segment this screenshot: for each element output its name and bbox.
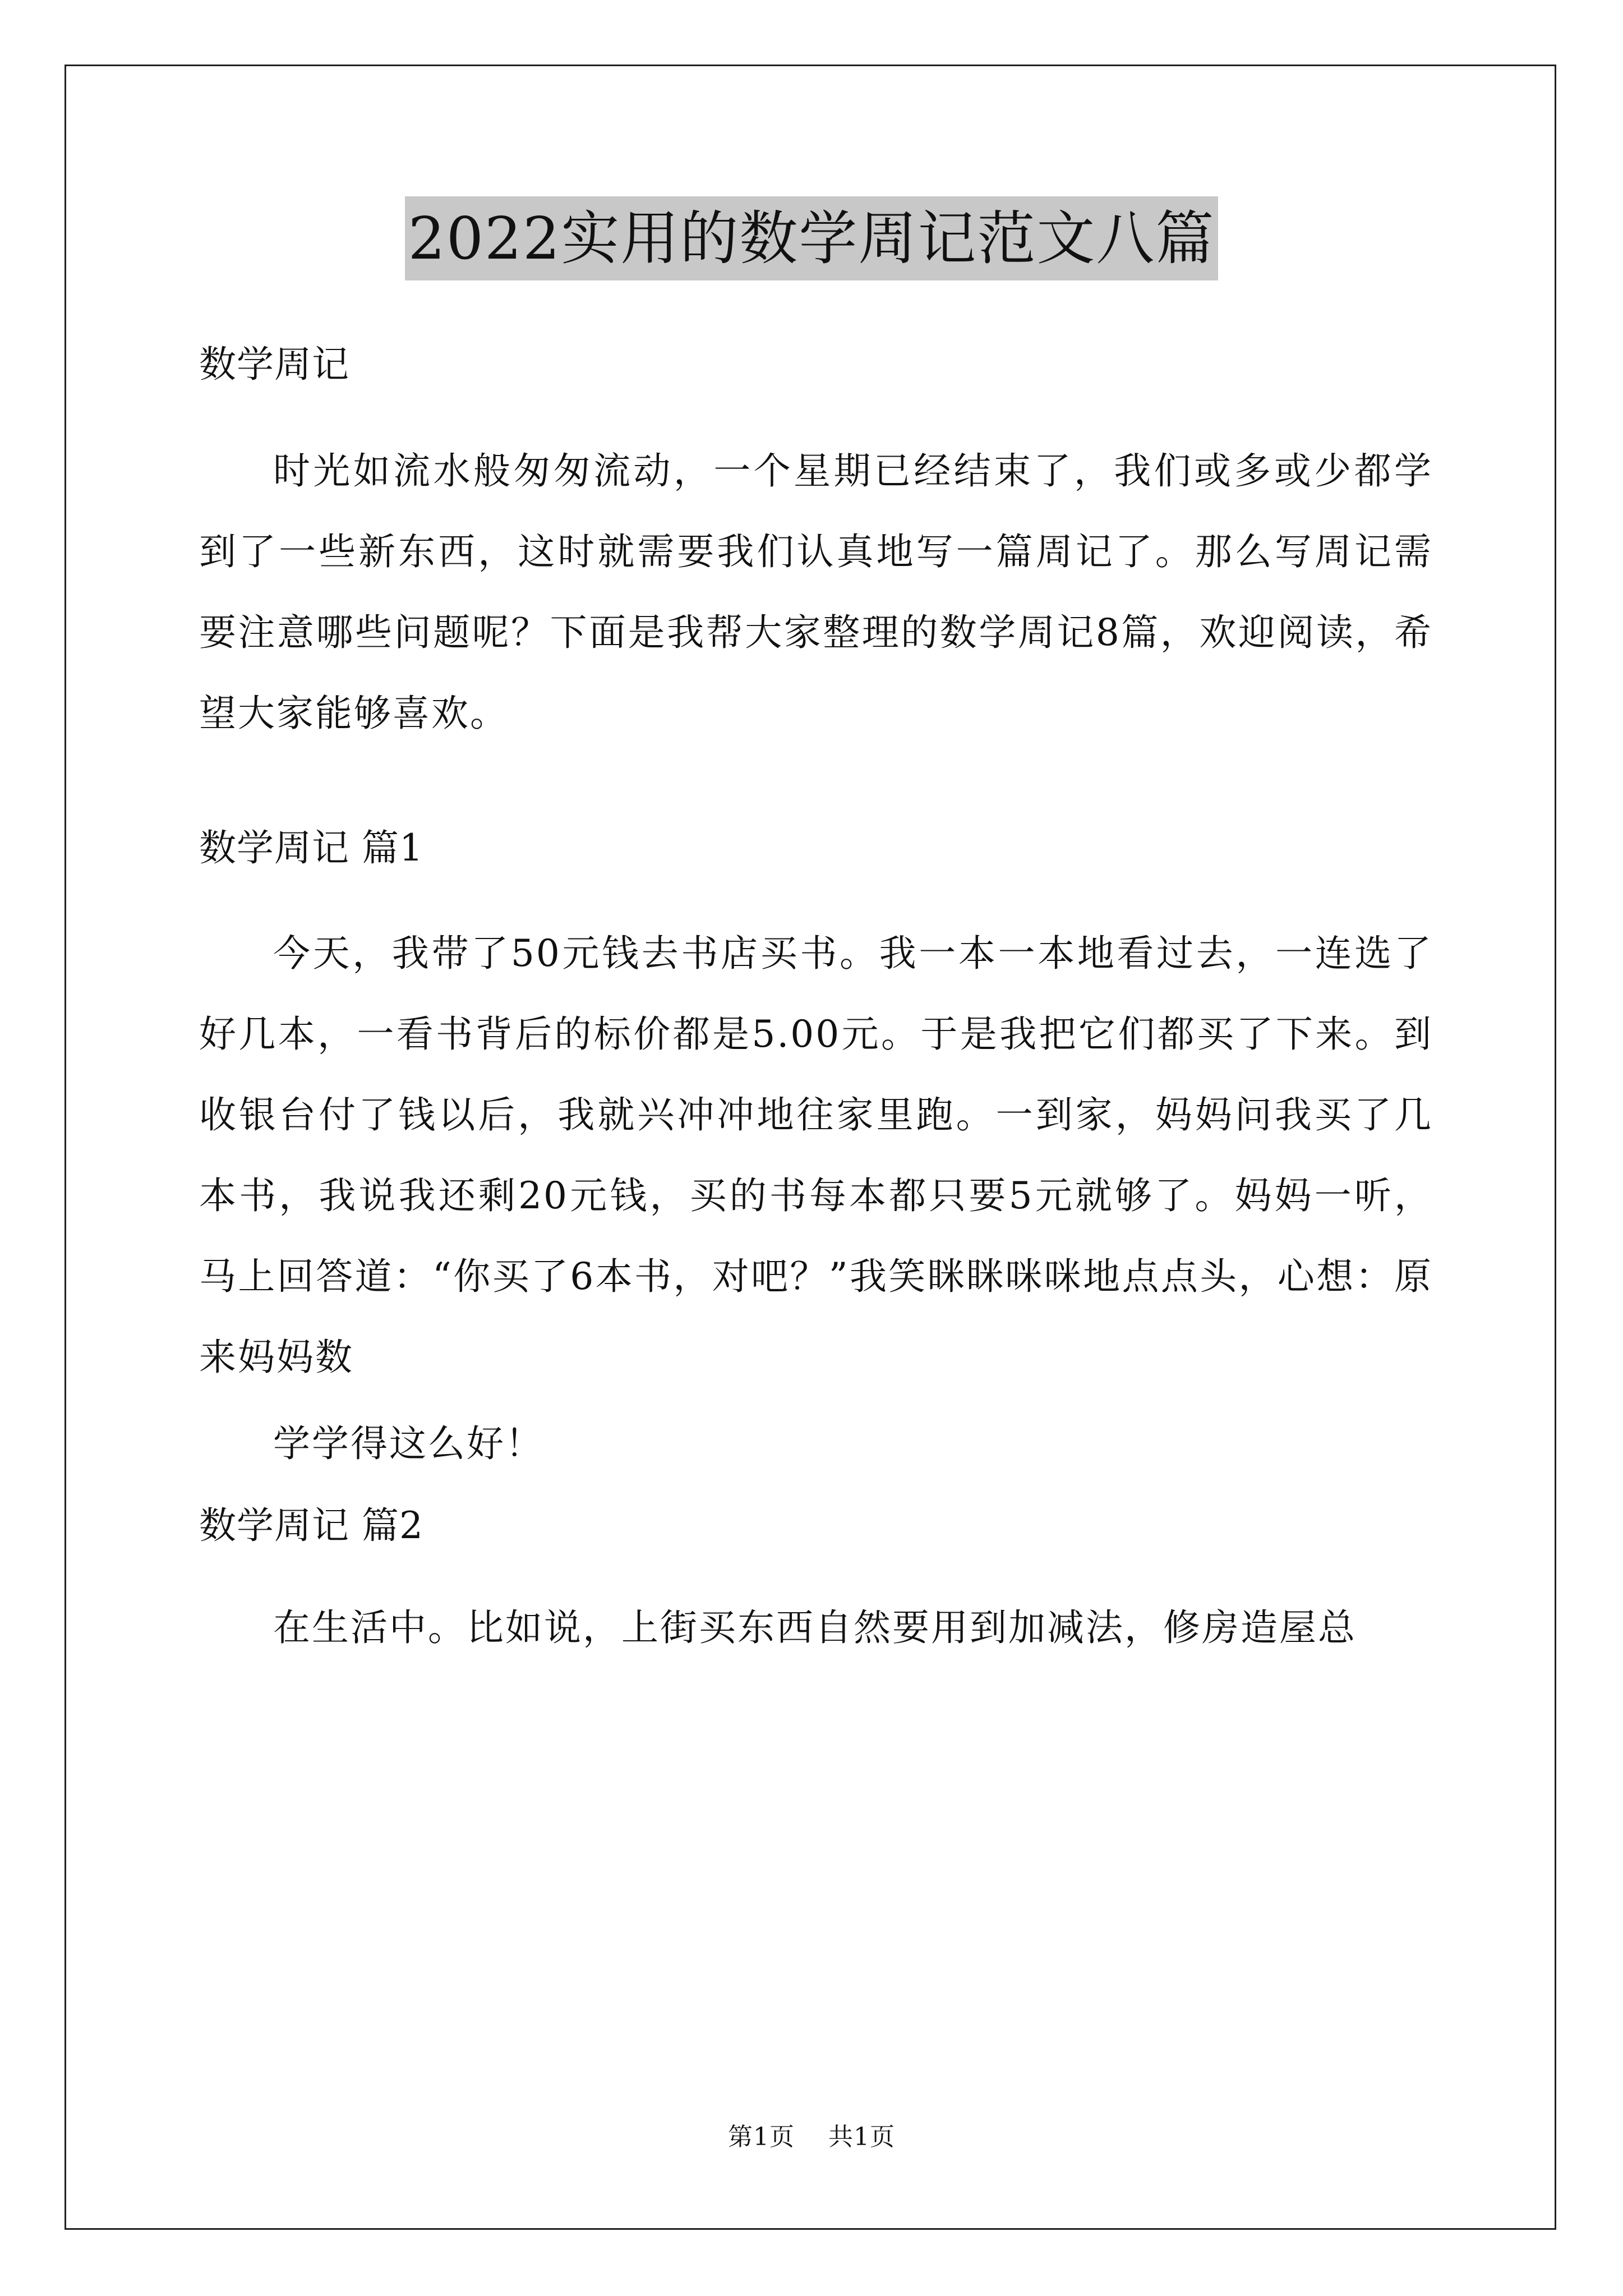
section-2-paragraph-1: 在生活中。比如说，上街买东西自然要用到加减法，修房造屋总: [273, 1606, 1357, 1649]
page-number-total: 共1页: [828, 2123, 895, 2151]
page-footer: [0, 2120, 1623, 2154]
document-title: 2022实用的数学周记范文八篇: [405, 196, 1219, 280]
intro-heading: 数学周记: [199, 343, 349, 386]
section-1-paragraph-2: 学学得这么好！: [273, 1422, 544, 1465]
page-number-current: 第1页: [728, 2123, 795, 2151]
document-body: [199, 337, 1433, 1668]
section-heading-1: 数学周记 篇1: [199, 826, 423, 869]
intro-paragraph: 时光如流水般匆匆流动，一个星期已经结束了，我们或多或少都学到了一些新东西，这时就需要我们认真地写一篇周记了。那么写周记需要注意哪些问题呢？下面是我帮大家整理的数学周记8篇，欢迎阅读，希望大家能够喜欢。: [199, 449, 1433, 735]
section-heading-2: 数学周记 篇2: [199, 1504, 423, 1547]
title-container: [0, 196, 1623, 280]
section-1-paragraph-1: 今天，我带了50元钱去书店买书。我一本一本地看过去，一连选了好几本，一看书背后的标价都是5.00元。于是我把它们都买了下来。到收银台付了钱以后，我就兴冲冲地往家里跑。一到家，妈妈问我买了几本书，我说我还剩20元钱，买的书每本都只要5元就够了。妈妈一听，马上回答道：“你买了6本书，对吧？”我笑眯眯咪咪地点点头，心想：原来妈妈数: [199, 932, 1433, 1379]
